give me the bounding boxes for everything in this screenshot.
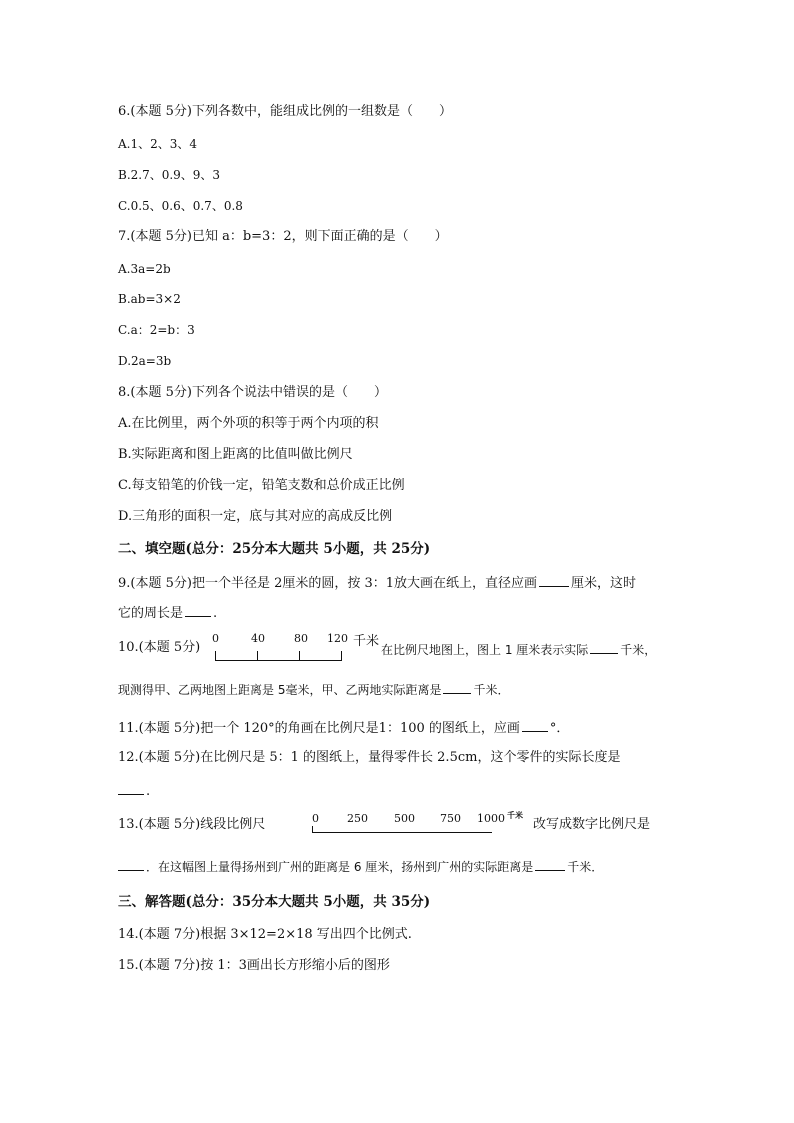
q13-scale-label-500: 500 (394, 812, 415, 825)
q7-option-d: D.2a=3b (118, 354, 172, 368)
q12-blank (118, 781, 144, 795)
q13-line-scale (310, 810, 530, 838)
q6-stem: 6.(本题 5分)下列各数中，能组成比例的一组数是（ ） (118, 104, 452, 119)
q13-suffix: 改写成数字比例尺是 (533, 817, 651, 832)
q10-text-1 (381, 640, 656, 658)
q9-text-b: 厘米，这时 (571, 576, 637, 591)
q10-scale-tick (257, 651, 258, 661)
q13-text-2a: ．在这幅图上量得扬州到广州的距离是 6 厘米，扬州到广州的实际距离是 (146, 860, 534, 874)
q13-prefix: 13.(本题 5分)线段比例尺 (118, 817, 266, 832)
q11-text-b: °． (549, 721, 570, 736)
q10-scale-tick (299, 651, 300, 661)
q13-scale-tick (312, 826, 313, 833)
q10-text-1a: 在比例尺地图上，图上 1 厘米表示实际 (381, 643, 589, 657)
q13-scale-label-1000: 1000 (477, 812, 505, 825)
q6-option-b: B.2.7、0.9、9、3 (118, 168, 221, 182)
q14: 14.(本题 7分)根据 3×12=2×18 写出四个比例式. (118, 927, 412, 942)
q8-option-b: B.实际距离和图上距离的比值叫做比例尺 (118, 447, 353, 462)
q10-line-scale (212, 632, 382, 662)
q7-option-a: A.3a=2b (118, 262, 171, 276)
q15: 15.(本题 7分)按 1：3画出长方形缩小后的图形 (118, 958, 390, 973)
q6-option-a: A.1、2、3、4 (118, 137, 198, 151)
q10-scale-label-0: 0 (212, 632, 219, 645)
section-2-heading: 二、填空题(总分：25分本大题共 5小题，共 25分) (118, 541, 431, 557)
q7-option-b: B.ab=3×2 (118, 292, 181, 306)
q10-text-1b: 千米， (620, 643, 657, 657)
q10-prefix: 10.(本题 5分) (118, 640, 201, 655)
q11-blank (522, 718, 548, 732)
q13-blank-2 (535, 857, 565, 871)
q13-scale-label-750: 750 (440, 812, 461, 825)
q8-option-d: D.三角形的面积一定，底与其对应的高成反比例 (118, 509, 393, 524)
q12-text: 12.(本题 5分)在比例尺是 5：1 的图纸上，量得零件长 2.5cm，这个零件的实际长度是 (118, 750, 621, 765)
q11 (118, 718, 569, 737)
q10-text-2a: 现测得甲、乙两地图上距离是 5毫米，甲、乙两地实际距离是 (118, 683, 442, 697)
q13-scale-baseline (312, 832, 492, 833)
q9-blank-1 (539, 573, 569, 587)
q8-option-a: A.在比例里，两个外项的积等于两个内项的积 (118, 416, 379, 431)
q10-scale-tick (341, 651, 342, 661)
q13-scale-label-0: 0 (312, 812, 319, 825)
q13-scale-label-250: 250 (347, 812, 368, 825)
q7-stem: 7.(本题 5分)已知 a：b=3：2，则下面正确的是（ ） (118, 229, 448, 244)
q6-option-c: C.0.5、0.6、0.7、0.8 (118, 199, 243, 213)
q10-blank-1 (590, 640, 618, 654)
q10-scale-label-120: 120 (327, 632, 348, 645)
q9-text-c: 它的周长是 (118, 606, 184, 621)
q10-scale-tick (215, 651, 216, 661)
q12-line-2 (118, 781, 150, 800)
q10-scale-unit: 千米 (353, 634, 380, 649)
q13-blank-1 (118, 857, 144, 871)
q9-line-2 (118, 603, 217, 622)
section-3-heading: 三、解答题(总分：35分本大题共 5小题，共 35分) (118, 894, 431, 910)
q10-scale-label-40: 40 (251, 632, 265, 645)
q13-scale-unit: 千米 (507, 810, 523, 820)
q8-stem: 8.(本题 5分)下列各个说法中错误的是（ ） (118, 385, 387, 400)
q12-text-end: . (146, 784, 151, 799)
q10-scale-baseline (215, 660, 341, 661)
q9-blank-2 (185, 603, 211, 617)
q10-scale-label-80: 80 (294, 632, 308, 645)
q9-text-d: . (213, 606, 218, 621)
q13-line-2 (118, 857, 603, 875)
q13-text-2b: 千米． (567, 860, 604, 874)
q10-text-2b: 千米． (473, 683, 510, 697)
q9-text-a: 9.(本题 5分)把一个半径是 2厘米的圆，按 3：1放大画在纸上，直径应画 (118, 576, 538, 591)
q9-line-1 (118, 573, 636, 592)
q8-option-c: C.每支铅笔的价钱一定，铅笔支数和总价成正比例 (118, 478, 405, 493)
q10-blank-2 (443, 680, 471, 694)
q11-text-a: 11.(本题 5分)把一个 120°的角画在比例尺是1：100 的图纸上，应画 (118, 721, 520, 736)
q7-option-c: C.a：2=b：3 (118, 323, 195, 337)
q10-line-2 (118, 680, 509, 698)
